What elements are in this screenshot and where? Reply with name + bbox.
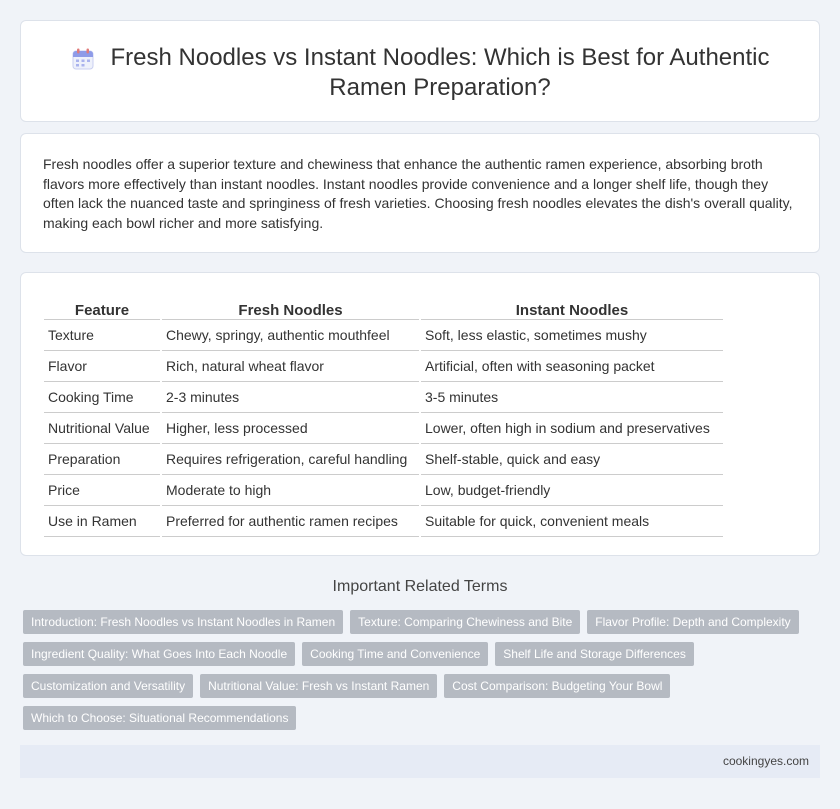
intro-paragraph: Fresh noodles offer a superior texture and chewiness that enhance the authentic ramen experience, absorbing broth flavors more effectively than instant noodles. Instant noodles provide convenience and a longer shelf life, though they often lack the nuanced taste and springiness of fresh varieties. Choosing fresh noodles elevates the dish's overall quality, making each bowl richer and more satisfying. — [43, 156, 793, 231]
fresh-cell: 2-3 minutes — [162, 382, 419, 413]
intro-card — [20, 133, 820, 253]
related-term-tag[interactable]: Texture: Comparing Chewiness and Bite — [350, 610, 580, 634]
table-row — [44, 382, 723, 413]
fresh-cell: Moderate to high — [162, 475, 419, 506]
table-row — [44, 351, 723, 382]
instant-cell: Artificial, often with seasoning packet — [421, 351, 723, 382]
page-title: Fresh Noodles vs Instant Noodles: Which is Best for Authentic Ramen Preparation? — [110, 44, 770, 101]
feature-cell: Texture — [44, 320, 160, 351]
title-card — [20, 20, 820, 122]
related-term-tag[interactable]: Cost Comparison: Budgeting Your Bowl — [444, 674, 670, 698]
instant-cell: 3-5 minutes — [421, 382, 723, 413]
feature-cell: Nutritional Value — [44, 413, 160, 444]
source-link[interactable]: cookingyes.com — [722, 754, 809, 768]
comparison-table — [42, 296, 725, 537]
fresh-cell: Preferred for authentic ramen recipes — [162, 506, 419, 537]
feature-cell: Use in Ramen — [44, 506, 160, 537]
feature-cell: Flavor — [44, 351, 160, 382]
table-row — [44, 475, 723, 506]
instant-cell: Suitable for quick, convenient meals — [421, 506, 723, 537]
related-term-tag[interactable]: Nutritional Value: Fresh vs Instant Ramen — [200, 674, 437, 698]
related-terms-list — [23, 610, 803, 730]
related-term-tag[interactable]: Which to Choose: Situational Recommendations — [23, 706, 296, 730]
related-term-tag[interactable]: Cooking Time and Convenience — [302, 642, 488, 666]
table-row — [44, 413, 723, 444]
fresh-cell: Chewy, springy, authentic mouthfeel — [162, 320, 419, 351]
related-term-tag[interactable]: Customization and Versatility — [23, 674, 193, 698]
feature-cell: Cooking Time — [44, 382, 160, 413]
related-term-tag[interactable]: Introduction: Fresh Noodles vs Instant Noodles in Ramen — [23, 610, 343, 634]
header-instant-noodles: Instant Noodles — [421, 296, 723, 320]
table-row — [44, 506, 723, 537]
related-term-tag[interactable]: Flavor Profile: Depth and Complexity — [587, 610, 798, 634]
fresh-cell: Requires refrigeration, careful handling — [162, 444, 419, 475]
instant-cell: Low, budget-friendly — [421, 475, 723, 506]
comparison-card — [20, 272, 820, 556]
header-fresh-noodles: Fresh Noodles — [162, 296, 419, 320]
instant-cell: Lower, often high in sodium and preservatives — [421, 413, 723, 444]
footer — [20, 745, 820, 778]
header-feature: Feature — [44, 296, 160, 320]
related-term-tag[interactable]: Ingredient Quality: What Goes Into Each Noodle — [23, 642, 295, 666]
feature-cell: Price — [44, 475, 160, 506]
related-term-tag[interactable]: Shelf Life and Storage Differences — [495, 642, 694, 666]
table-row — [44, 320, 723, 351]
instant-cell: Shelf-stable, quick and easy — [421, 444, 723, 475]
related-terms-heading: Important Related Terms — [332, 578, 508, 595]
feature-cell: Preparation — [44, 444, 160, 475]
instant-cell: Soft, less elastic, sometimes mushy — [421, 320, 723, 351]
table-header-row — [44, 296, 723, 320]
fresh-cell: Rich, natural wheat flavor — [162, 351, 419, 382]
fresh-cell: Higher, less processed — [162, 413, 419, 444]
table-row — [44, 444, 723, 475]
